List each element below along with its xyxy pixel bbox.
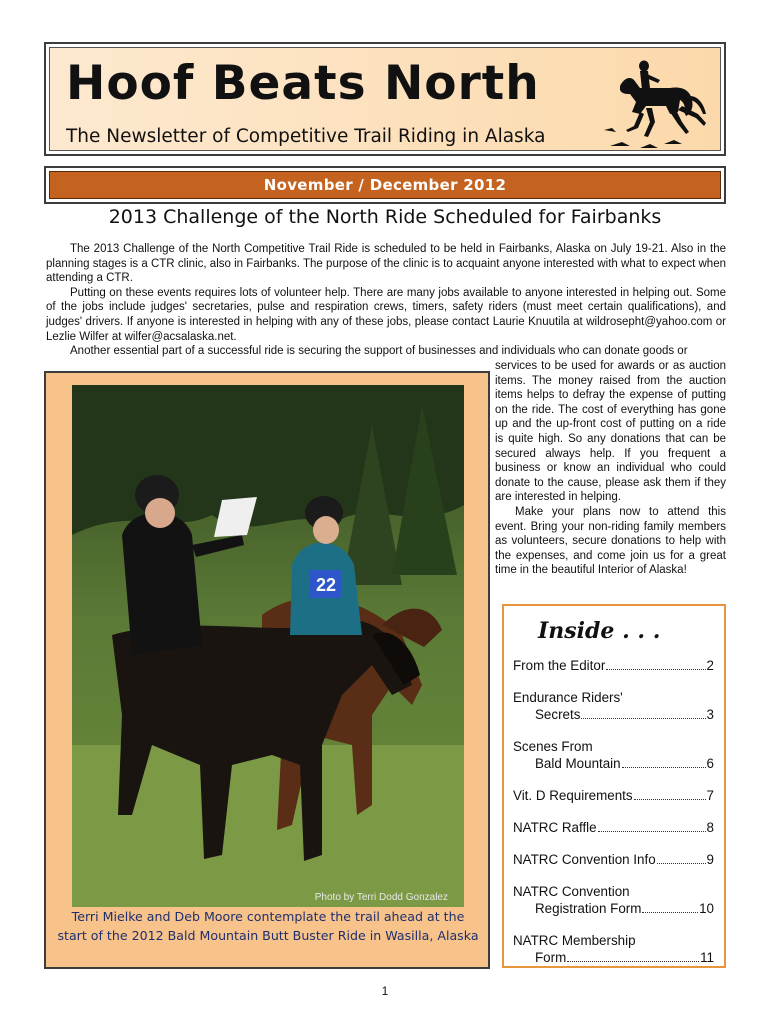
toc-label: Form xyxy=(535,949,567,965)
article-paragraph: services to be used for awards or as auction items. The money raised from the auction items helps to defray the expense of putting on the ride. The cost of everything has gone up and the up-front cost of putting on a ride is quite high. So any donations that can be secured always help. If you frequent a business or know an individual who could donate to the cause, please ask them if they are interested in helping. xyxy=(495,360,726,504)
toc-page: 3 xyxy=(706,706,714,722)
photo-panel xyxy=(44,371,490,969)
newsletter-title: Hoof Beats North xyxy=(66,56,540,111)
toc-label: Registration Form xyxy=(535,900,642,916)
inside-contents-box xyxy=(502,604,726,968)
masthead xyxy=(44,42,726,156)
photo-caption: Terri Mielke and Deb Moore contemplate the trail ahead at the start of the 2012 Bald Mountain Butt Buster Ride in Wasilla, Alaska xyxy=(57,909,479,943)
toc-label: NATRC Convention xyxy=(513,884,630,899)
toc-item[interactable] xyxy=(513,933,714,966)
masthead-panel xyxy=(49,47,721,151)
newsletter-subtitle: The Newsletter of Competitive Trail Riding in Alaska xyxy=(66,126,546,147)
article-paragraph: Putting on these events requires lots of volunteer help. There are many jobs available to anyone interested in helping out. Some of the jobs include judges' secretaries, pulse and respiration crews, timers, safety riders (must meet certain qualifications), and judges' drivers. If anyone is interested in helping with any of these jobs, please contact Laurie Knuutila at wildrosepht@yahoo.com or Lezlie Wilfer at wilfer@acsalaska.net. xyxy=(46,286,726,343)
toc-dots xyxy=(606,668,705,670)
toc-label: Secrets xyxy=(535,706,581,722)
riders-photo xyxy=(72,385,464,907)
toc-label: Scenes From xyxy=(513,739,593,754)
article-paragraph: Make your plans now to attend this event. Bring your non-riding family members as volunteers, secure donations to help with the expenses, and come join us for a great time in the beautiful Interior of Alaska! xyxy=(495,505,726,577)
toc-dots xyxy=(567,960,699,962)
toc-label: From the Editor xyxy=(513,658,606,673)
toc-label: Bald Mountain xyxy=(535,755,621,771)
toc-page: 8 xyxy=(706,820,714,835)
toc-item[interactable] xyxy=(513,739,714,772)
inside-title: Inside . . . xyxy=(538,618,661,644)
toc-page: 11 xyxy=(700,949,714,965)
toc-item[interactable] xyxy=(513,658,714,675)
toc-page: 2 xyxy=(706,658,714,673)
toc-page: 7 xyxy=(706,788,714,803)
issue-date: November / December 2012 xyxy=(263,176,507,194)
toc-item[interactable] xyxy=(513,884,714,917)
article-body xyxy=(46,242,726,359)
article-headline: 2013 Challenge of the North Ride Scheduled for Fairbanks xyxy=(108,206,662,228)
toc-dots xyxy=(581,717,705,719)
issue-banner-panel xyxy=(49,171,721,199)
toc-label: Vit. D Requirements xyxy=(513,788,633,803)
toc-label: NATRC Convention Info xyxy=(513,852,656,867)
toc-label: NATRC Raffle xyxy=(513,820,597,835)
horse-rider-icon xyxy=(600,56,710,154)
toc-page: 9 xyxy=(706,852,714,867)
toc-item[interactable] xyxy=(513,852,714,869)
page-number: 1 xyxy=(381,984,389,998)
photo-credit: Photo by Terri Dodd Gonzalez xyxy=(314,892,448,903)
toc-dots xyxy=(598,830,706,832)
toc-dots xyxy=(657,862,706,864)
issue-banner xyxy=(44,166,726,204)
toc-item[interactable] xyxy=(513,788,714,805)
article-paragraph: Another essential part of a successful ride is securing the support of businesses and individuals who can donate goods or xyxy=(70,345,688,358)
toc-page: 6 xyxy=(706,755,714,771)
article-continuation xyxy=(495,359,726,578)
toc-item[interactable] xyxy=(513,820,714,837)
toc-item[interactable] xyxy=(513,690,714,723)
toc-page: 10 xyxy=(699,900,714,916)
toc-label: Endurance Riders' xyxy=(513,690,623,705)
article-paragraph: The 2013 Challenge of the North Competitive Trail Ride is scheduled to be held in Fairbanks, Alaska on July 19-21. Also in the planning stages is a CTR clinic, also in Fairbanks. The purpose of the clinic is to acquaint anyone interested with what to expect when attending a CTR. xyxy=(46,243,726,285)
riders-photo-illustration xyxy=(72,385,464,907)
toc-dots xyxy=(622,766,706,768)
bib-number: 22 xyxy=(315,575,337,595)
toc-label: NATRC Membership xyxy=(513,933,636,948)
toc-dots xyxy=(642,911,698,913)
toc-dots xyxy=(634,798,706,800)
